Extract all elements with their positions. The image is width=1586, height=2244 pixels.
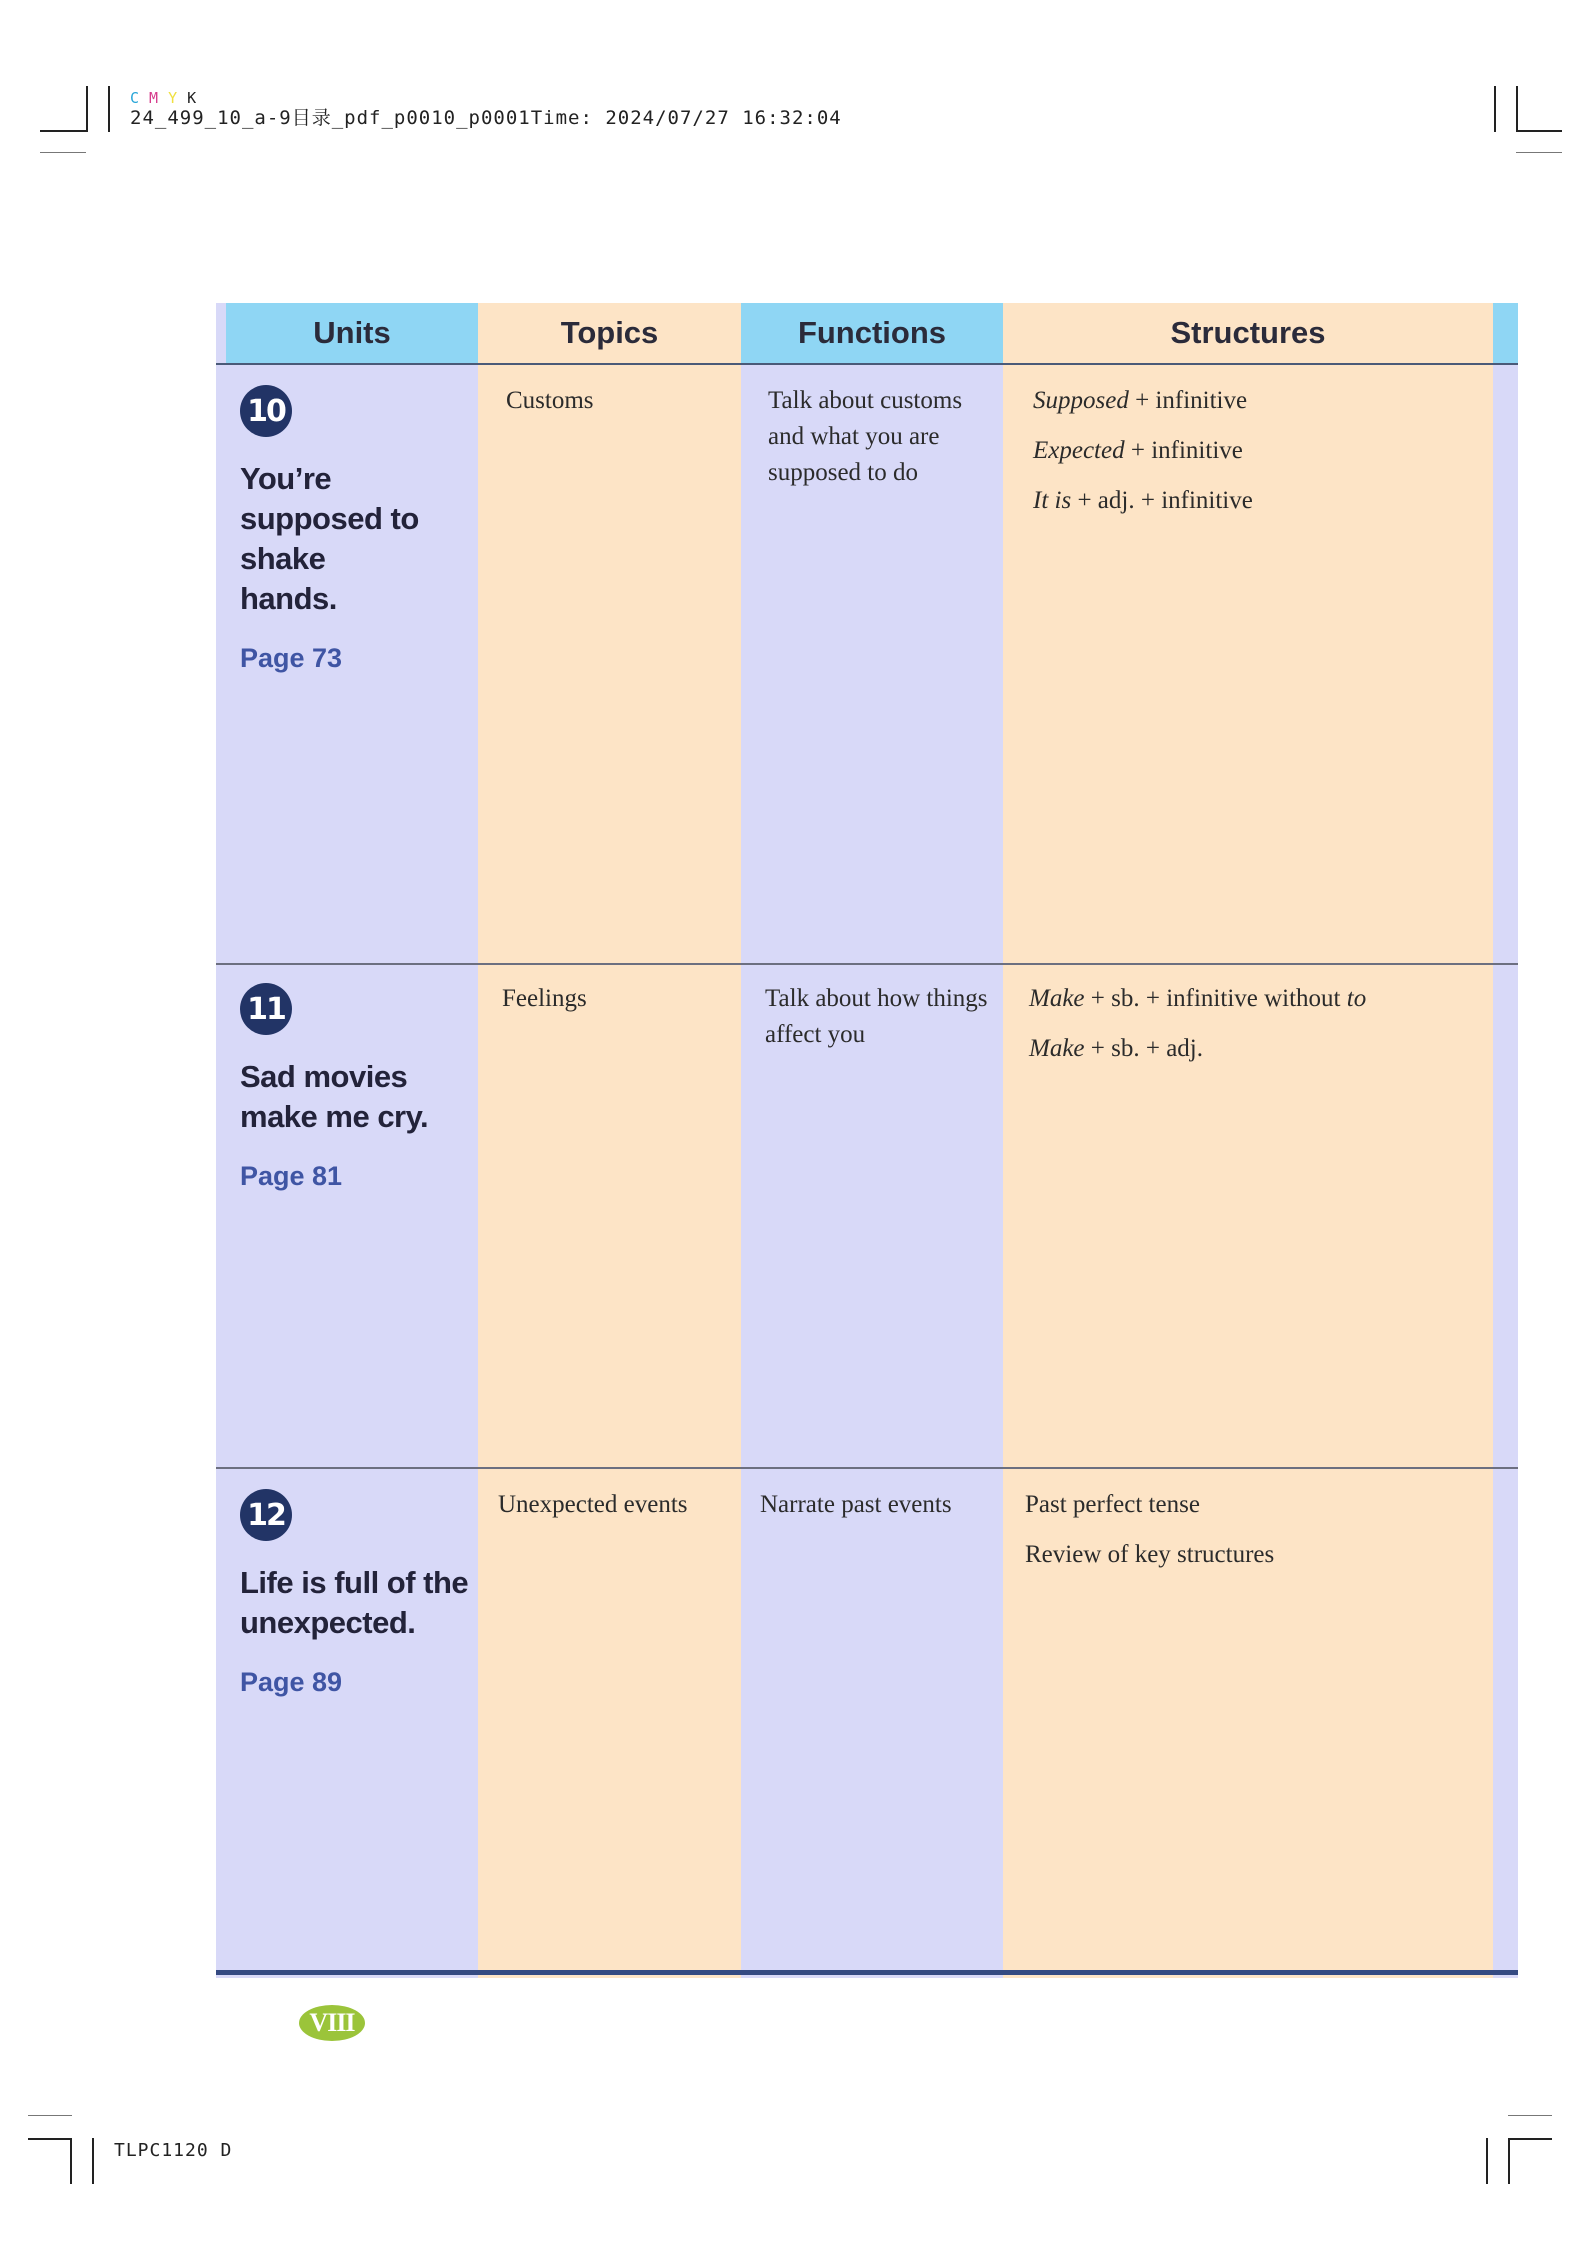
- row-divider: [216, 1467, 1518, 1469]
- unit-cell: [240, 385, 430, 674]
- topic-cell: Customs: [506, 387, 594, 414]
- print-job-info: [130, 88, 842, 128]
- structure-line: It is + adj. + infinitive: [1033, 487, 1253, 514]
- crop-mark-bottom-right-h2: [1508, 2115, 1552, 2116]
- table-bottom-rule: [216, 1970, 1518, 1975]
- unit-title: You’re supposed to shake hands.: [240, 461, 419, 616]
- unit-number-badge: 11: [240, 983, 292, 1035]
- topic-cell: Unexpected events: [498, 1491, 688, 1518]
- unit-page-link[interactable]: Page 89: [240, 1667, 343, 1697]
- unit-title: Sad movies make me cry.: [240, 1059, 429, 1134]
- crop-mark-top-left-v2: [108, 86, 110, 132]
- topics-column: [478, 303, 741, 1978]
- structure-line: Review of key structures: [1025, 1541, 1275, 1568]
- crop-mark-top-right-v2: [1516, 86, 1518, 132]
- structures-cell: [1029, 981, 1489, 1081]
- table-header-row: [216, 303, 1518, 363]
- footer-code: TLPC1120 D: [114, 2140, 233, 2161]
- unit-number-badge: 12: [240, 1489, 292, 1541]
- structure-line: Make + sb. + infinitive without to: [1029, 985, 1367, 1012]
- structure-line: Expected + infinitive: [1033, 437, 1243, 464]
- structure-line: Supposed + infinitive: [1033, 387, 1248, 414]
- function-cell: Talk about how things affect you: [765, 985, 988, 1048]
- crop-mark-top-left-h2: [40, 152, 86, 153]
- structure-line: Make + sb. + adj.: [1029, 1035, 1204, 1062]
- topic-cell: Feelings: [502, 985, 587, 1012]
- print-job-line: 24_499_10_a-9目录_pdf_p0010_p0001Time: 2024/07/27 16:32:04: [130, 107, 842, 129]
- header-edge: [1493, 303, 1518, 363]
- contents-table: [216, 303, 1518, 1978]
- crop-mark-bottom-right-h: [1508, 2138, 1552, 2140]
- crop-mark-bottom-left-v1: [70, 2138, 72, 2184]
- header-functions: Functions: [741, 303, 1003, 363]
- functions-column: [741, 303, 1003, 1978]
- crop-mark-top-left-h: [40, 130, 86, 132]
- crop-mark-bottom-left-h2: [28, 2115, 72, 2116]
- header-rule: [216, 363, 1518, 365]
- color-registration-marks: CMYK: [130, 89, 207, 107]
- unit-page-link[interactable]: Page 73: [240, 643, 343, 673]
- crop-mark-bottom-right-v2: [1508, 2138, 1510, 2184]
- unit-cell: [240, 1489, 470, 1698]
- crop-mark-bottom-left-h: [28, 2138, 72, 2140]
- structures-cell: [1033, 383, 1473, 533]
- crop-mark-bottom-right-v1: [1486, 2138, 1488, 2184]
- crop-mark-bottom-left-v2: [92, 2138, 94, 2184]
- structures-column: [1003, 303, 1493, 1978]
- function-cell: Narrate past events: [760, 1491, 952, 1518]
- unit-cell: [240, 983, 440, 1192]
- crop-mark-top-right-v1: [1494, 86, 1496, 132]
- right-edge-strip: [1493, 303, 1518, 1978]
- unit-title: Life is full of the unexpected.: [240, 1565, 469, 1640]
- unit-page-link[interactable]: Page 81: [240, 1161, 343, 1191]
- crop-mark-top-right-h2: [1516, 152, 1562, 153]
- crop-mark-top-right-h: [1516, 130, 1562, 132]
- header-structures: Structures: [1003, 303, 1493, 363]
- header-units: Units: [226, 303, 478, 363]
- crop-mark-top-left-v1: [86, 86, 88, 132]
- structure-line: Past perfect tense: [1025, 1491, 1200, 1518]
- row-divider: [216, 963, 1518, 965]
- unit-number-badge: 10: [240, 385, 292, 437]
- function-cell: Talk about customs and what you are supposed to do: [768, 387, 963, 486]
- header-topics: Topics: [478, 303, 741, 363]
- page-number-badge: VIII: [299, 2005, 365, 2041]
- structures-cell: [1025, 1487, 1485, 1587]
